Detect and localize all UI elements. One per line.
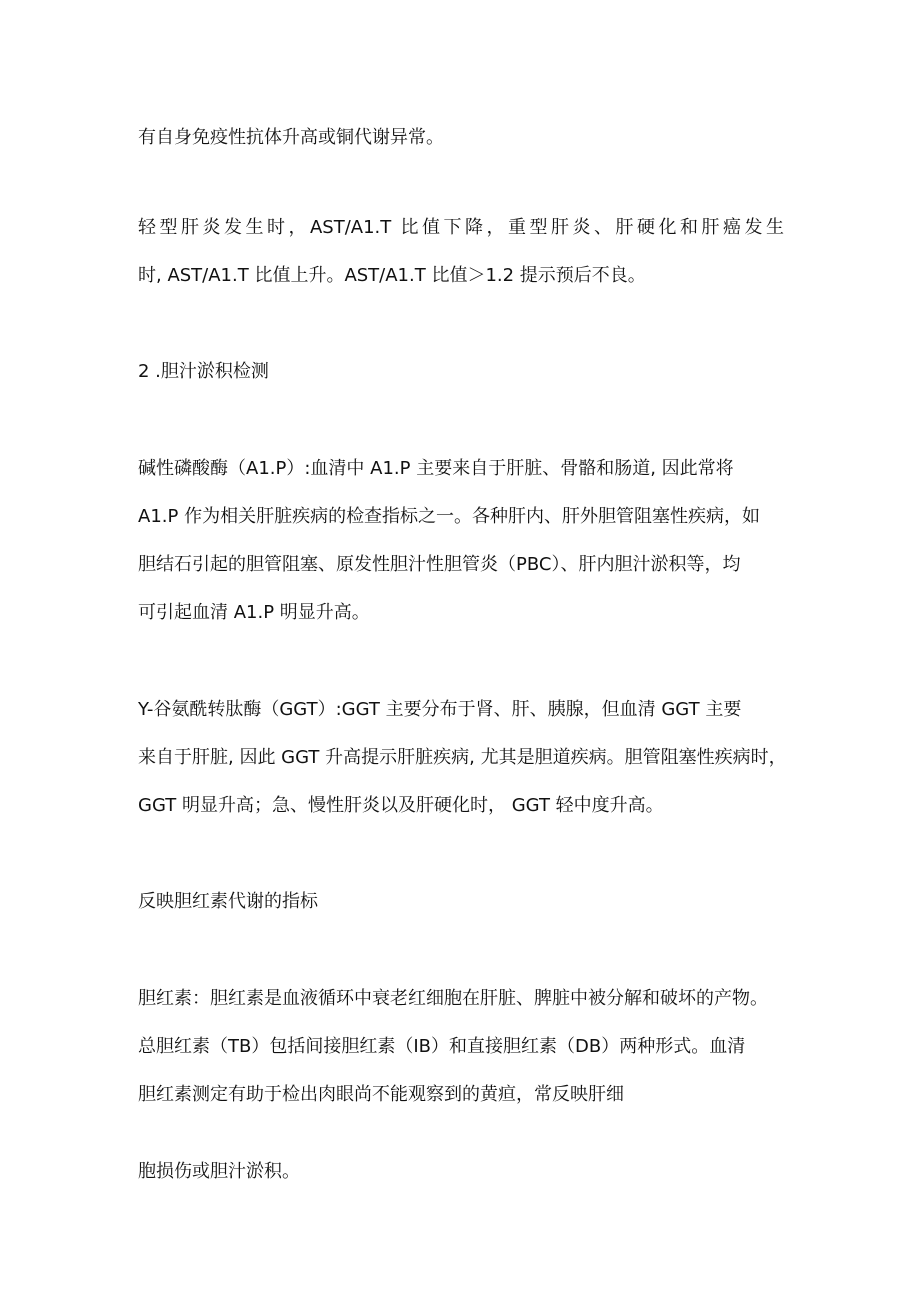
section-heading: 2 .胆汁淤积检测 [138,361,269,382]
paragraph-line: 胆结石引起的胆管阻塞、原发性胆汁性胆管炎（PBC）、肝内胆汁淤积等，均 [138,554,741,575]
paragraph-line: A1.P 作为相关肝脏疾病的检查指标之一。各种肝内、肝外胆管阻塞性疾病，如 [138,506,761,527]
paragraph-line: 可引起血清 A1.P 明显升高。 [138,602,370,623]
paragraph-line: 总胆红素（TB）包括间接胆红素（IB）和直接胆红素（DB）两种形式。血清 [138,1036,746,1057]
paragraph-line: 胆红素测定有助于检出肉眼尚不能观察到的黄疸，常反映肝细 [138,1084,624,1105]
paragraph-line: 轻型肝炎发生时，AST/A1.T 比值下降，重型肝炎、肝硬化和肝癌发生 [138,217,784,238]
paragraph-line: 来自于肝脏, 因此 GGT 升高提示肝脏疾病, 尤其是胆道疾病。胆管阻塞性疾病时， [138,747,787,768]
paragraph-line: 胞损伤或胆汁淤积。 [138,1161,300,1182]
paragraph-line: GGT 明显升高；急、慢性肝炎以及肝硬化时， GGT 轻中度升高。 [138,795,664,816]
paragraph-line: Y-谷氨酰转肽酶（GGT）:GGT 主要分布于肾、肝、胰腺，但血清 GGT 主要 [138,699,742,720]
paragraph-line: 有自身免疫性抗体升高或铜代谢异常。 [138,127,444,148]
section-heading: 反映胆红素代谢的指标 [138,891,318,912]
paragraph-line: 碱性磷酸酶（A1.P）:血清中 A1.P 主要来自于肝脏、骨骼和肠道, 因此常将 [138,458,734,479]
paragraph-line: 时, AST/A1.T 比值上升。AST/A1.T 比值＞1.2 提示预后不良。 [138,265,646,286]
paragraph-line: 胆红素：胆红素是血液循环中衰老红细胞在肝脏、脾脏中被分解和破坏的产物。 [138,988,768,1009]
